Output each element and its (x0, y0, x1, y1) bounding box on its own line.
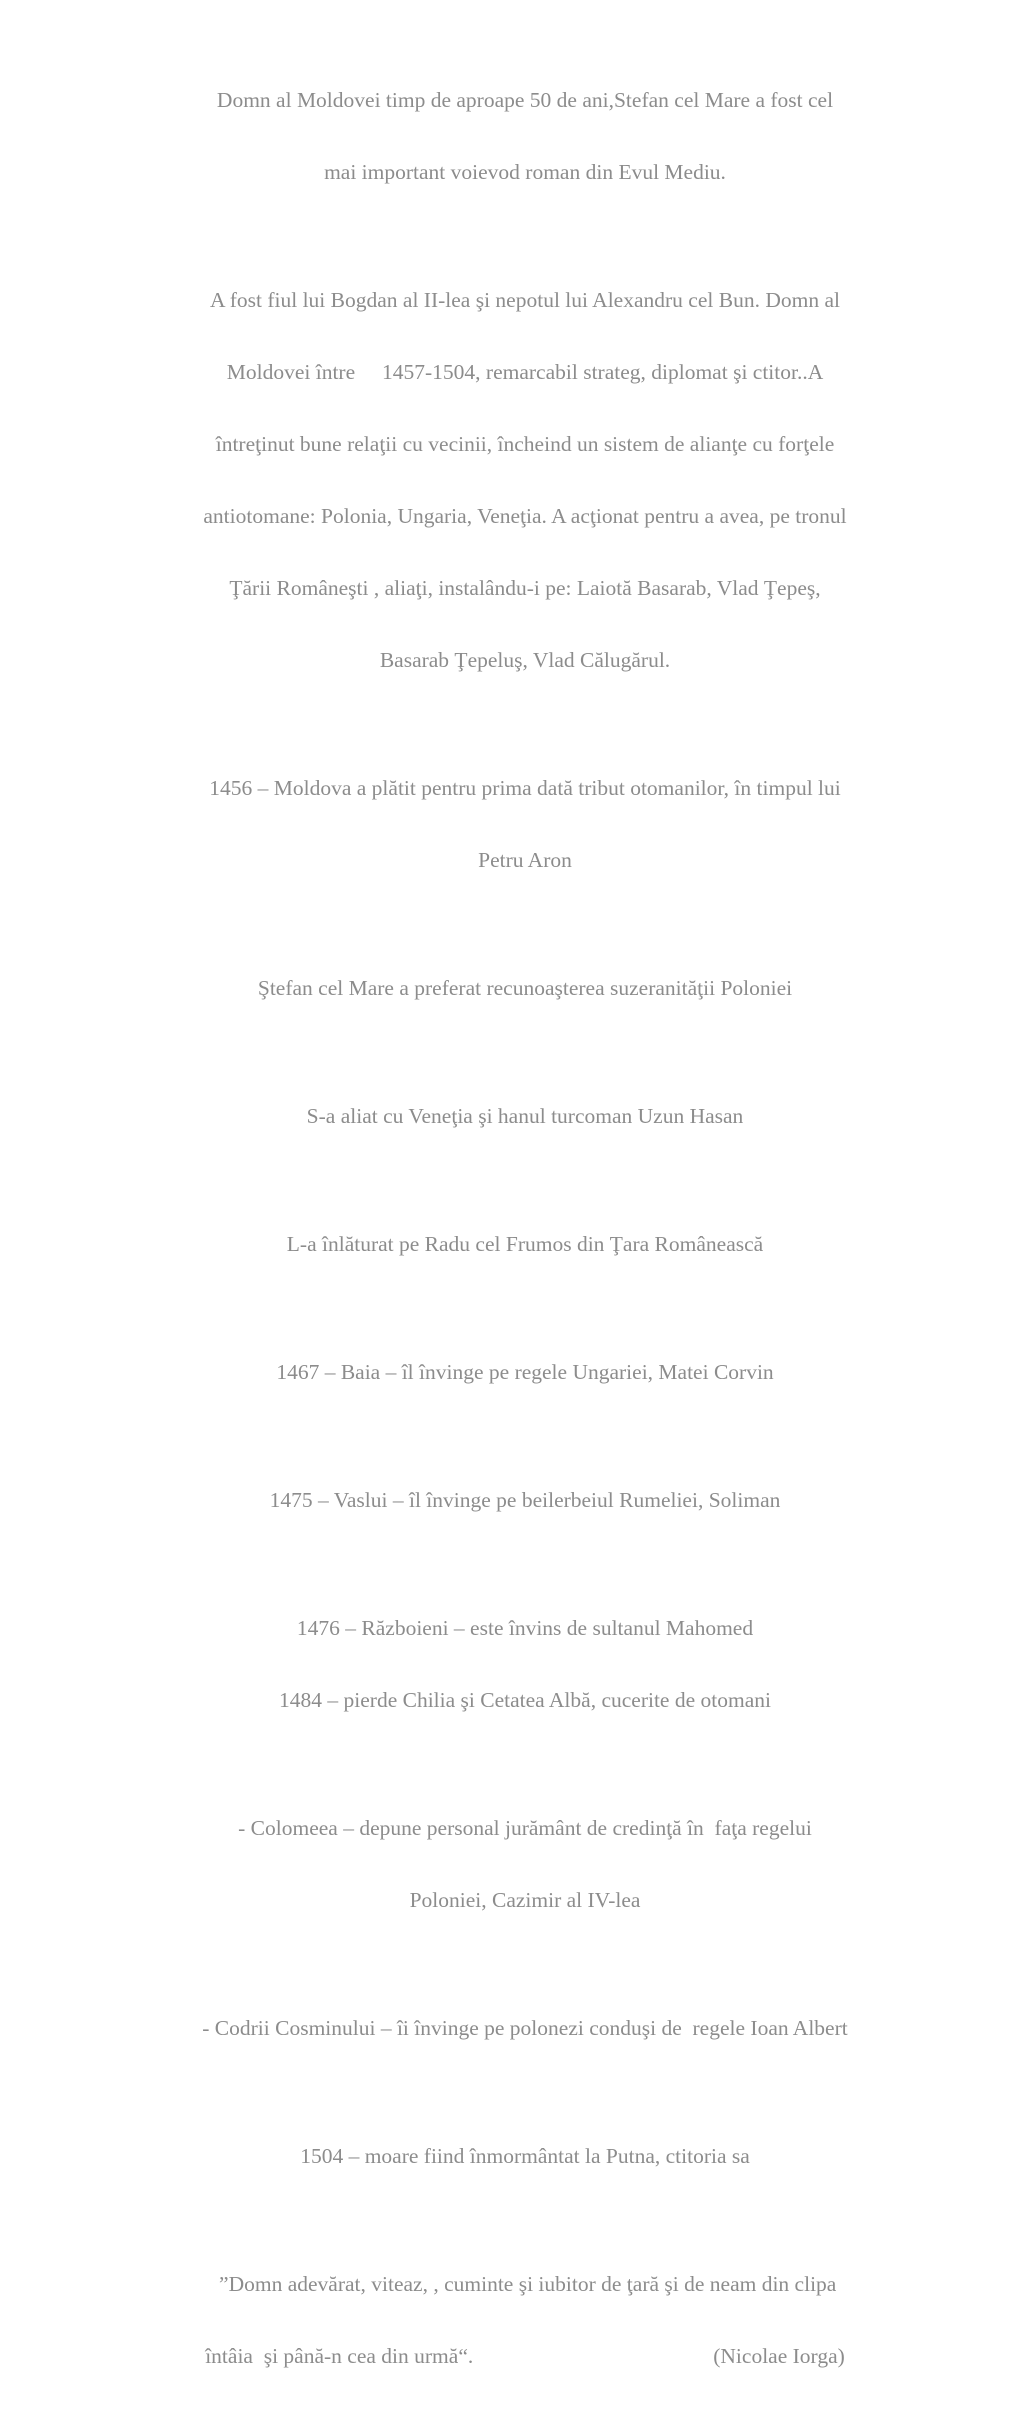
text-line: mai important voievod roman din Evul Mediu. (324, 160, 726, 184)
paragraph-baia (112, 1312, 938, 1432)
text-line: 1467 – Baia – îl învinge pe regele Ungariei, Matei Corvin (276, 1360, 774, 1384)
paragraph-vaslui (112, 1440, 938, 1560)
text-line: Petru Aron (478, 848, 572, 872)
paragraph-putna (112, 2096, 938, 2216)
paragraph-razboieni (112, 1568, 938, 1760)
paragraph-suzerainty (112, 928, 938, 1048)
paragraph-alliance (112, 1056, 938, 1176)
paragraph-cosmin (112, 1968, 938, 2088)
text-line: Moldovei între 1457-1504, remarcabil strateg, diplomat şi ctitor..A (226, 360, 824, 384)
text-line: 1504 – moare fiind înmormântat la Putna, ctitoria sa (300, 2144, 750, 2168)
text-line: Poloniei, Cazimir al IV-lea (409, 1888, 641, 1912)
text-line: 1484 – pierde Chilia şi Cetatea Albă, cucerite de otomani (279, 1688, 771, 1712)
paragraph-tribute (112, 728, 938, 920)
text-line: Domn al Moldovei timp de aproape 50 de ani,Stefan cel Mare a fost cel (216, 88, 834, 112)
paragraph-colomeea (112, 1768, 938, 1960)
text-line: Ţării Româneşti , aliaţi, instalându-i pe: Laiotă Basarab, Vlad Ţepeş, (229, 576, 821, 600)
text-line: antiotomane: Polonia, Ungaria, Veneţia. A acţionat pentru a avea, pe tronul (203, 504, 847, 528)
text-line: 1476 – Războieni – este învins de sultanul Mahomed (296, 1616, 754, 1640)
paragraph-intro (112, 40, 938, 232)
text-line: 1456 – Moldova a plătit pentru prima dată tribut otomanilor, în timpul lui (209, 776, 841, 800)
quote-line: ”Domn adevărat, viteaz, , cuminte şi iubitor de ţară şi de neam din clipa (213, 2272, 837, 2296)
paragraph-radu (112, 1184, 938, 1304)
text-line: - Codrii Cosminului – îi învinge pe polonezi conduşi de regele Ioan Albert (202, 2016, 848, 2040)
text-line: - Colomeea – depune personal jurământ de credinţă în faţa regelui (238, 1816, 812, 1840)
text-line: L-a înlăturat pe Radu cel Frumos din Ţara Românească (286, 1232, 764, 1256)
quote-block (112, 2224, 938, 2416)
paragraph-biography (112, 240, 938, 720)
quote-line: întâia şi până-n cea din urmă“. (205, 2344, 474, 2368)
text-line: întreţinut bune relaţii cu vecinii, încheind un sistem de alianţe cu forţele (215, 432, 835, 456)
text-line: 1475 – Vaslui – îl învinge pe beilerbeiul Rumeliei, Soliman (269, 1488, 781, 1512)
text-line: S-a aliat cu Veneţia şi hanul turcoman Uzun Hasan (306, 1104, 744, 1128)
quote-line-with-author (112, 2344, 938, 2368)
slide-text-body (112, 40, 938, 2416)
quote-author: (Nicolae Iorga) (713, 2344, 845, 2368)
text-line: A fost fiul lui Bogdan al II-lea şi nepotul lui Alexandru cel Bun. Domn al (210, 288, 840, 312)
text-line: Ştefan cel Mare a preferat recunoaşterea suzeranităţii Poloniei (257, 976, 793, 1000)
text-line: Basarab Ţepeluş, Vlad Călugărul. (379, 648, 671, 672)
